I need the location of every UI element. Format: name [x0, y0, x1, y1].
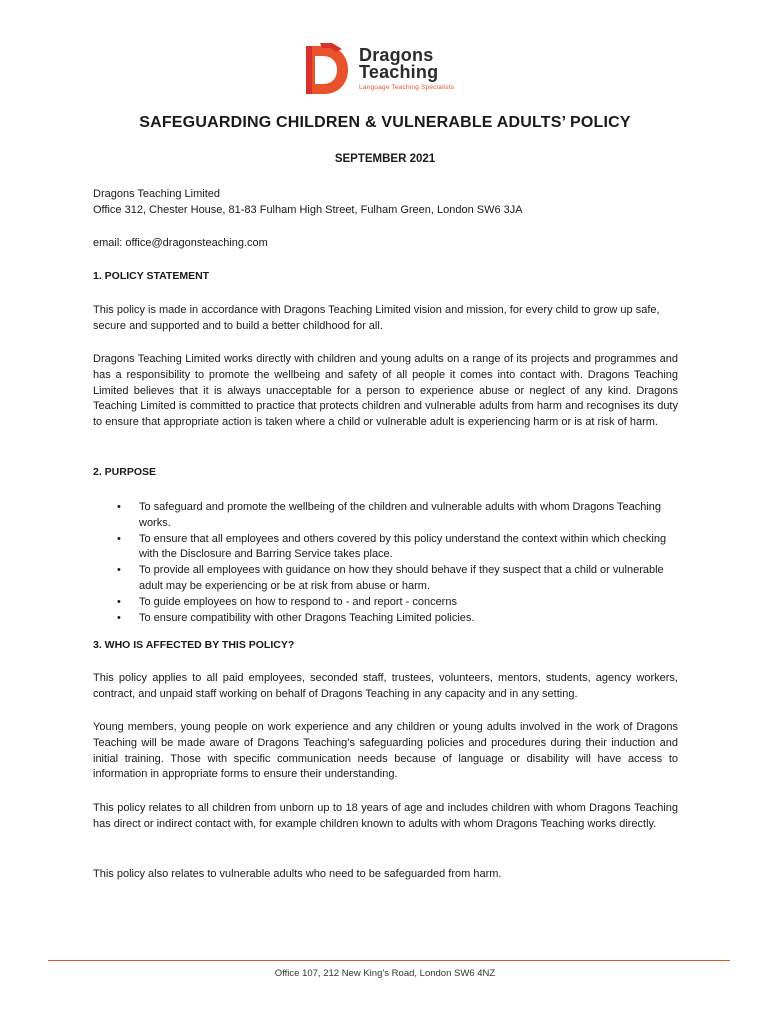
list-item-text: To provide all employees with guidance on how they should behave if they suspect that a child or vulnerable adult may be experiencing or be at risk from abuse or harm. [139, 564, 664, 592]
document-date: SEPTEMBER 2021 [334, 153, 436, 165]
company-logo [302, 40, 482, 100]
section-1-paragraph-1: This policy is made in accordance with Dragons Teaching Limited vision and mission, for every child to grow up safe, secure and supported and to build a better childhood for all. [93, 304, 660, 332]
org-email: email: office@dragonsteaching.com [93, 237, 268, 249]
section-3-heading: 3. WHO IS AFFECTED BY THIS POLICY? [93, 639, 295, 651]
bullet-icon: • [117, 564, 121, 577]
list-item [93, 563, 678, 595]
org-details [93, 187, 678, 219]
logo-name-line1: Dragons [359, 45, 434, 65]
section-3-paragraph-2: Young members, young people on work experience and any children or young adults involved in the work of Dragons Teaching will be made aware of Dragons Teaching’s safeguarding policies and procedures during their induction and initial training. Those with specific communication needs because of language or disability will have access to information in appropriate forms to ensure their understanding. [93, 721, 678, 781]
purpose-list [93, 500, 678, 626]
logo-tagline: Language Teaching Specialists [359, 84, 455, 91]
bullet-icon: • [117, 532, 121, 545]
org-name: Dragons Teaching Limited [93, 188, 220, 200]
dragon-d-logo-icon [302, 42, 352, 96]
bullet-icon: • [117, 501, 121, 513]
list-item-text: To ensure compatibility with other Dragons Teaching Limited policies. [139, 611, 475, 624]
bullet-icon: • [117, 595, 121, 608]
section-1-paragraph-2: Dragons Teaching Limited works directly with children and young adults on a range of its projects and programmes and has a responsibility to promote the wellbeing and safety of all people it comes into contact with. Dragons Teaching Limited believes that it is always unacceptable for a person to experience abuse or neglect of any kind. Dragons Teaching Limited is committed to practice that protects children and vulnerable adults from harm and recognises its duty to ensure that appropriate action is taken where a child or vulnerable adult is experiencing harm or is at risk of harm. [93, 353, 678, 429]
list-item [93, 532, 678, 564]
footer-address: Office 107, 212 New King’s Road, London SW6 4NZ [274, 968, 496, 979]
list-item-text: To ensure that all employees and others covered by this policy understand the context within which checking with the Disclosure and Barring Service takes place. [139, 532, 667, 561]
section-3-paragraph-4: This policy also relates to vulnerable adults who need to be safeguarded from harm. [93, 868, 502, 880]
list-item [93, 595, 678, 611]
list-item [93, 500, 678, 532]
document-title: SAFEGUARDING CHILDREN & VULNERABLE ADULTS’ POLICY [139, 114, 631, 131]
bullet-icon: • [117, 611, 121, 624]
section-3-paragraph-3: This policy relates to all children from unborn up to 18 years of age and includes children with whom Dragons Teaching has direct or indirect contact with, for example children known to adults with whom Dragons Teaching works directly. [93, 802, 678, 830]
list-item-text: To guide employees on how to respond to - and report - concerns [139, 595, 457, 608]
logo-wordmark [359, 47, 438, 81]
list-item [93, 611, 678, 627]
footer-divider [48, 960, 730, 961]
org-address: Office 312, Chester House, 81-83 Fulham High Street, Fulham Green, London SW6 3JA [93, 203, 523, 216]
section-1-heading: 1. POLICY STATEMENT [93, 270, 210, 282]
section-2-heading: 2. PURPOSE [93, 466, 157, 478]
section-3-paragraph-1: This policy applies to all paid employees, seconded staff, trustees, volunteers, mentors, students, agency workers, contract, and unpaid staff working on behalf of Dragons Teaching in any capacity and in any setting. [93, 672, 678, 700]
logo-name-line2: Teaching [359, 62, 439, 82]
list-item-text: To safeguard and promote the wellbeing of the children and vulnerable adults with whom Dragons Teaching works. [139, 501, 662, 529]
